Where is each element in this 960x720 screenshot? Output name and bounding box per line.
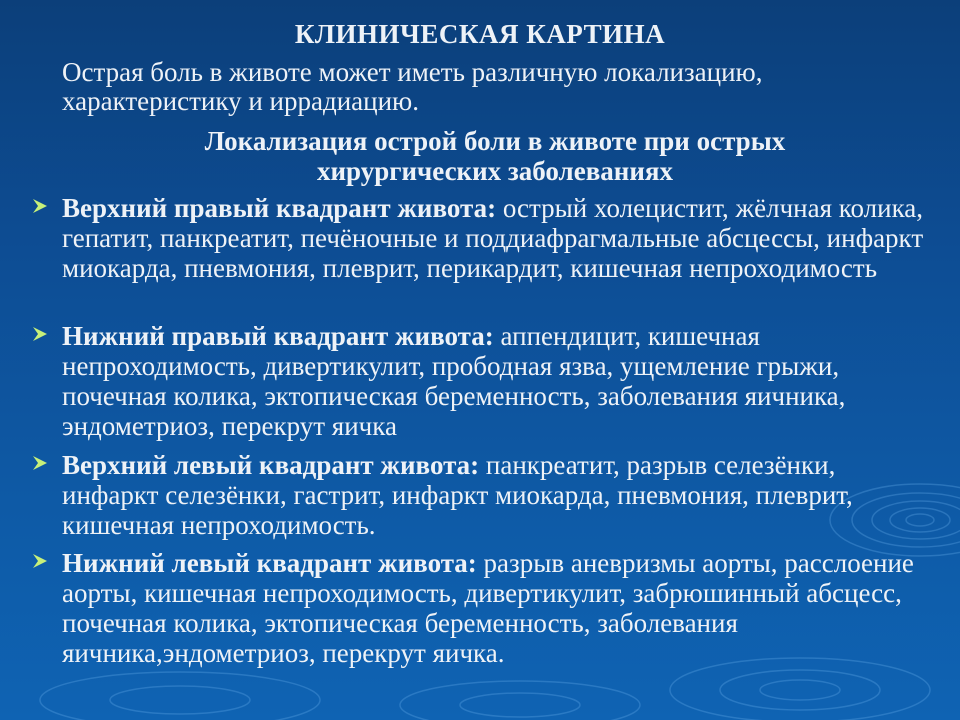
arrowhead-bullet-icon [30,453,50,473]
list-item-heading: Верхний правый квадрант живота: [62,193,497,223]
list-item-text: панкреатит, разрыв селезёнки, инфаркт селезёнки, гастрит, инфаркт миокарда, пневмония, плеврит, кишечная непроходимость. [62,450,853,540]
list-item [62,548,932,668]
arrowhead-bullet-icon [30,324,50,344]
list-item [62,193,932,283]
list-item-text: разрыв аневризмы аорты, расслоение аорты, кишечная непроходимость, дивертикулит, забрюшинный абсцесс, почечная колика, эктопическая беременность, заболевания яичника,эндометриоз, перекрут яичка. [62,548,914,668]
list-item-heading: Нижний правый квадрант живота: [62,321,494,351]
arrowhead-bullet-icon [30,196,50,216]
intro-text: Острая боль в животе может иметь различную локализацию, характеристику и иррадиацию. [62,57,763,116]
list-item-text: аппендицит, кишечная непроходимость, дивертикулит, прободная язва, ущемление грыжи, почечная колика, эктопическая беременность, заболевания яичника, эндометриоз, перекрут яичка [62,321,846,441]
list-item [62,321,932,441]
subtitle-line-2: хирургических заболеваниях [316,156,673,186]
list-item-heading: Нижний левый квадрант живота: [62,548,477,578]
subtitle-line-1: Локализация острой боли в животе при острых [204,126,786,156]
list-item-text: острый холецистит, жёлчная колика, гепатит, панкреатит, печёночные и поддиафрагмальные абсцессы, инфаркт миокарда, пневмония, плеврит, перикардит, кишечная непроходимость [62,193,924,283]
list-item-heading: Верхний левый квадрант живота: [62,450,480,480]
arrowhead-bullet-icon [30,551,50,571]
list-item [62,450,932,540]
slide-title: КЛИНИЧЕСКАЯ КАРТИНА [294,19,666,49]
section-subtitle [150,126,840,186]
